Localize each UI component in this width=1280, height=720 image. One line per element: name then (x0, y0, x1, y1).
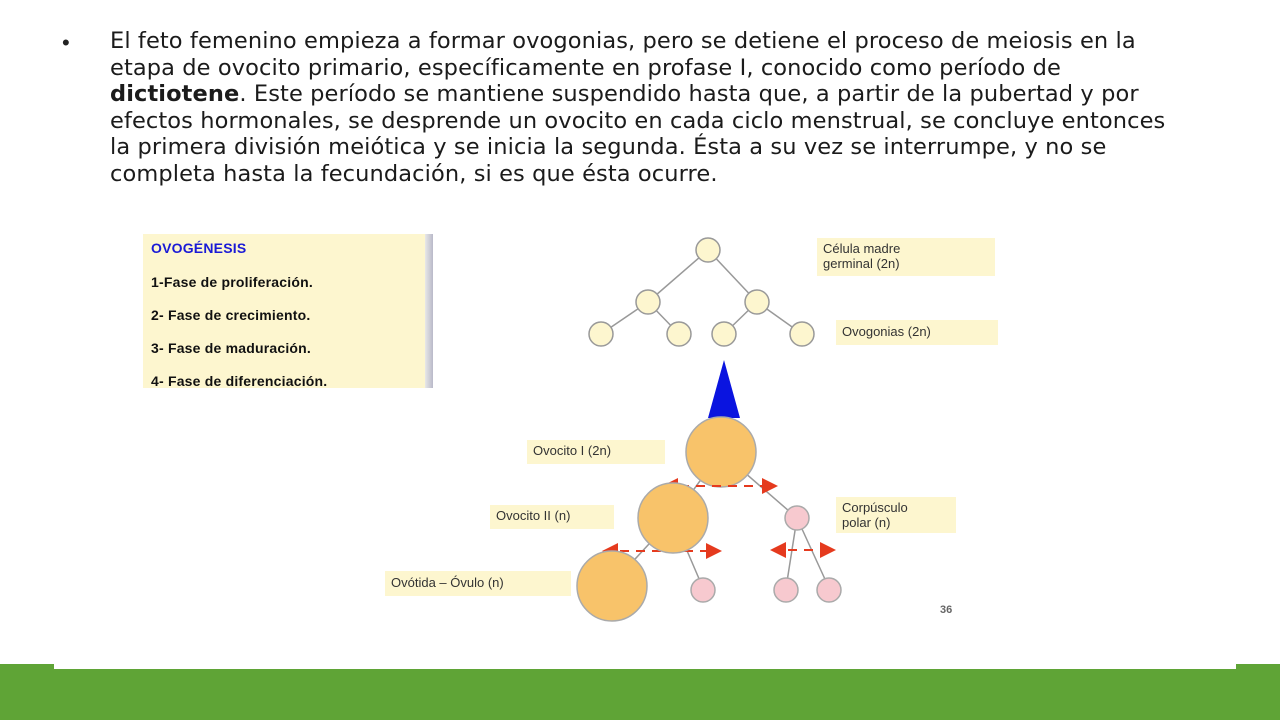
label-oocyte-1: Ovocito I (2n) (527, 440, 665, 464)
polar-body-cell (691, 578, 715, 602)
oogonium-cell (712, 322, 736, 346)
oogonium-cell (589, 322, 613, 346)
label-line: Célula madre (823, 241, 901, 256)
label-ootid: Ovótida – Óvulo (n) (385, 571, 571, 596)
label-stem-cell (817, 238, 995, 276)
stage-item: 2- Fase de crecimiento. (151, 307, 311, 323)
label-polar-body (836, 497, 956, 533)
polar-body-cell (817, 578, 841, 602)
oogonium-cell (667, 322, 691, 346)
footer-white-strip (54, 664, 1236, 669)
oocyte-2-cell (638, 483, 708, 553)
page-number: 36 (940, 604, 953, 616)
polar-body-cell (774, 578, 798, 602)
text-before: El feto femenino empieza a formar ovogonias, pero se detiene el proceso de meiosis en la etapa de ovocito primario, específicamente en profase I, conocido como período de (110, 28, 1136, 81)
stage-item: 4- Fase de diferenciación. (151, 373, 328, 389)
stem-cell (696, 238, 720, 262)
footer-band (0, 664, 1280, 720)
growth-arrow-icon (708, 360, 740, 418)
ootid-cell (577, 551, 647, 621)
label-oocyte-2: Ovocito II (n) (490, 505, 614, 529)
label-line: polar (n) (842, 515, 891, 530)
stage-item: 1-Fase de proliferación. (151, 274, 313, 290)
text-after: . Este período se mantiene suspendido hasta que, a partir de la pubertad y por efectos hormonales, se desprende un ovocito en cada ciclo menstrual, se concluye entonces la primera división meiótica y se inicia la segunda. Ésta a su vez se interrumpe, y no se completa hasta la fecundación, si es que ésta ocurre. (110, 81, 1166, 187)
daughter-cell (636, 290, 660, 314)
polar-body-cell (785, 506, 809, 530)
bullet-dot: • (62, 30, 70, 55)
daughter-cell (745, 290, 769, 314)
label-oogonia: Ovogonias (2n) (836, 320, 998, 345)
stages-title: OVOGÉNESIS (151, 240, 247, 256)
label-line: germinal (2n) (823, 256, 900, 271)
oocyte-1-cell (686, 417, 756, 487)
stage-item: 3- Fase de maduración. (151, 340, 312, 356)
bold-term: dictiotene (110, 81, 240, 107)
oogonium-cell (790, 322, 814, 346)
label-line: Corpúsculo (842, 500, 908, 515)
